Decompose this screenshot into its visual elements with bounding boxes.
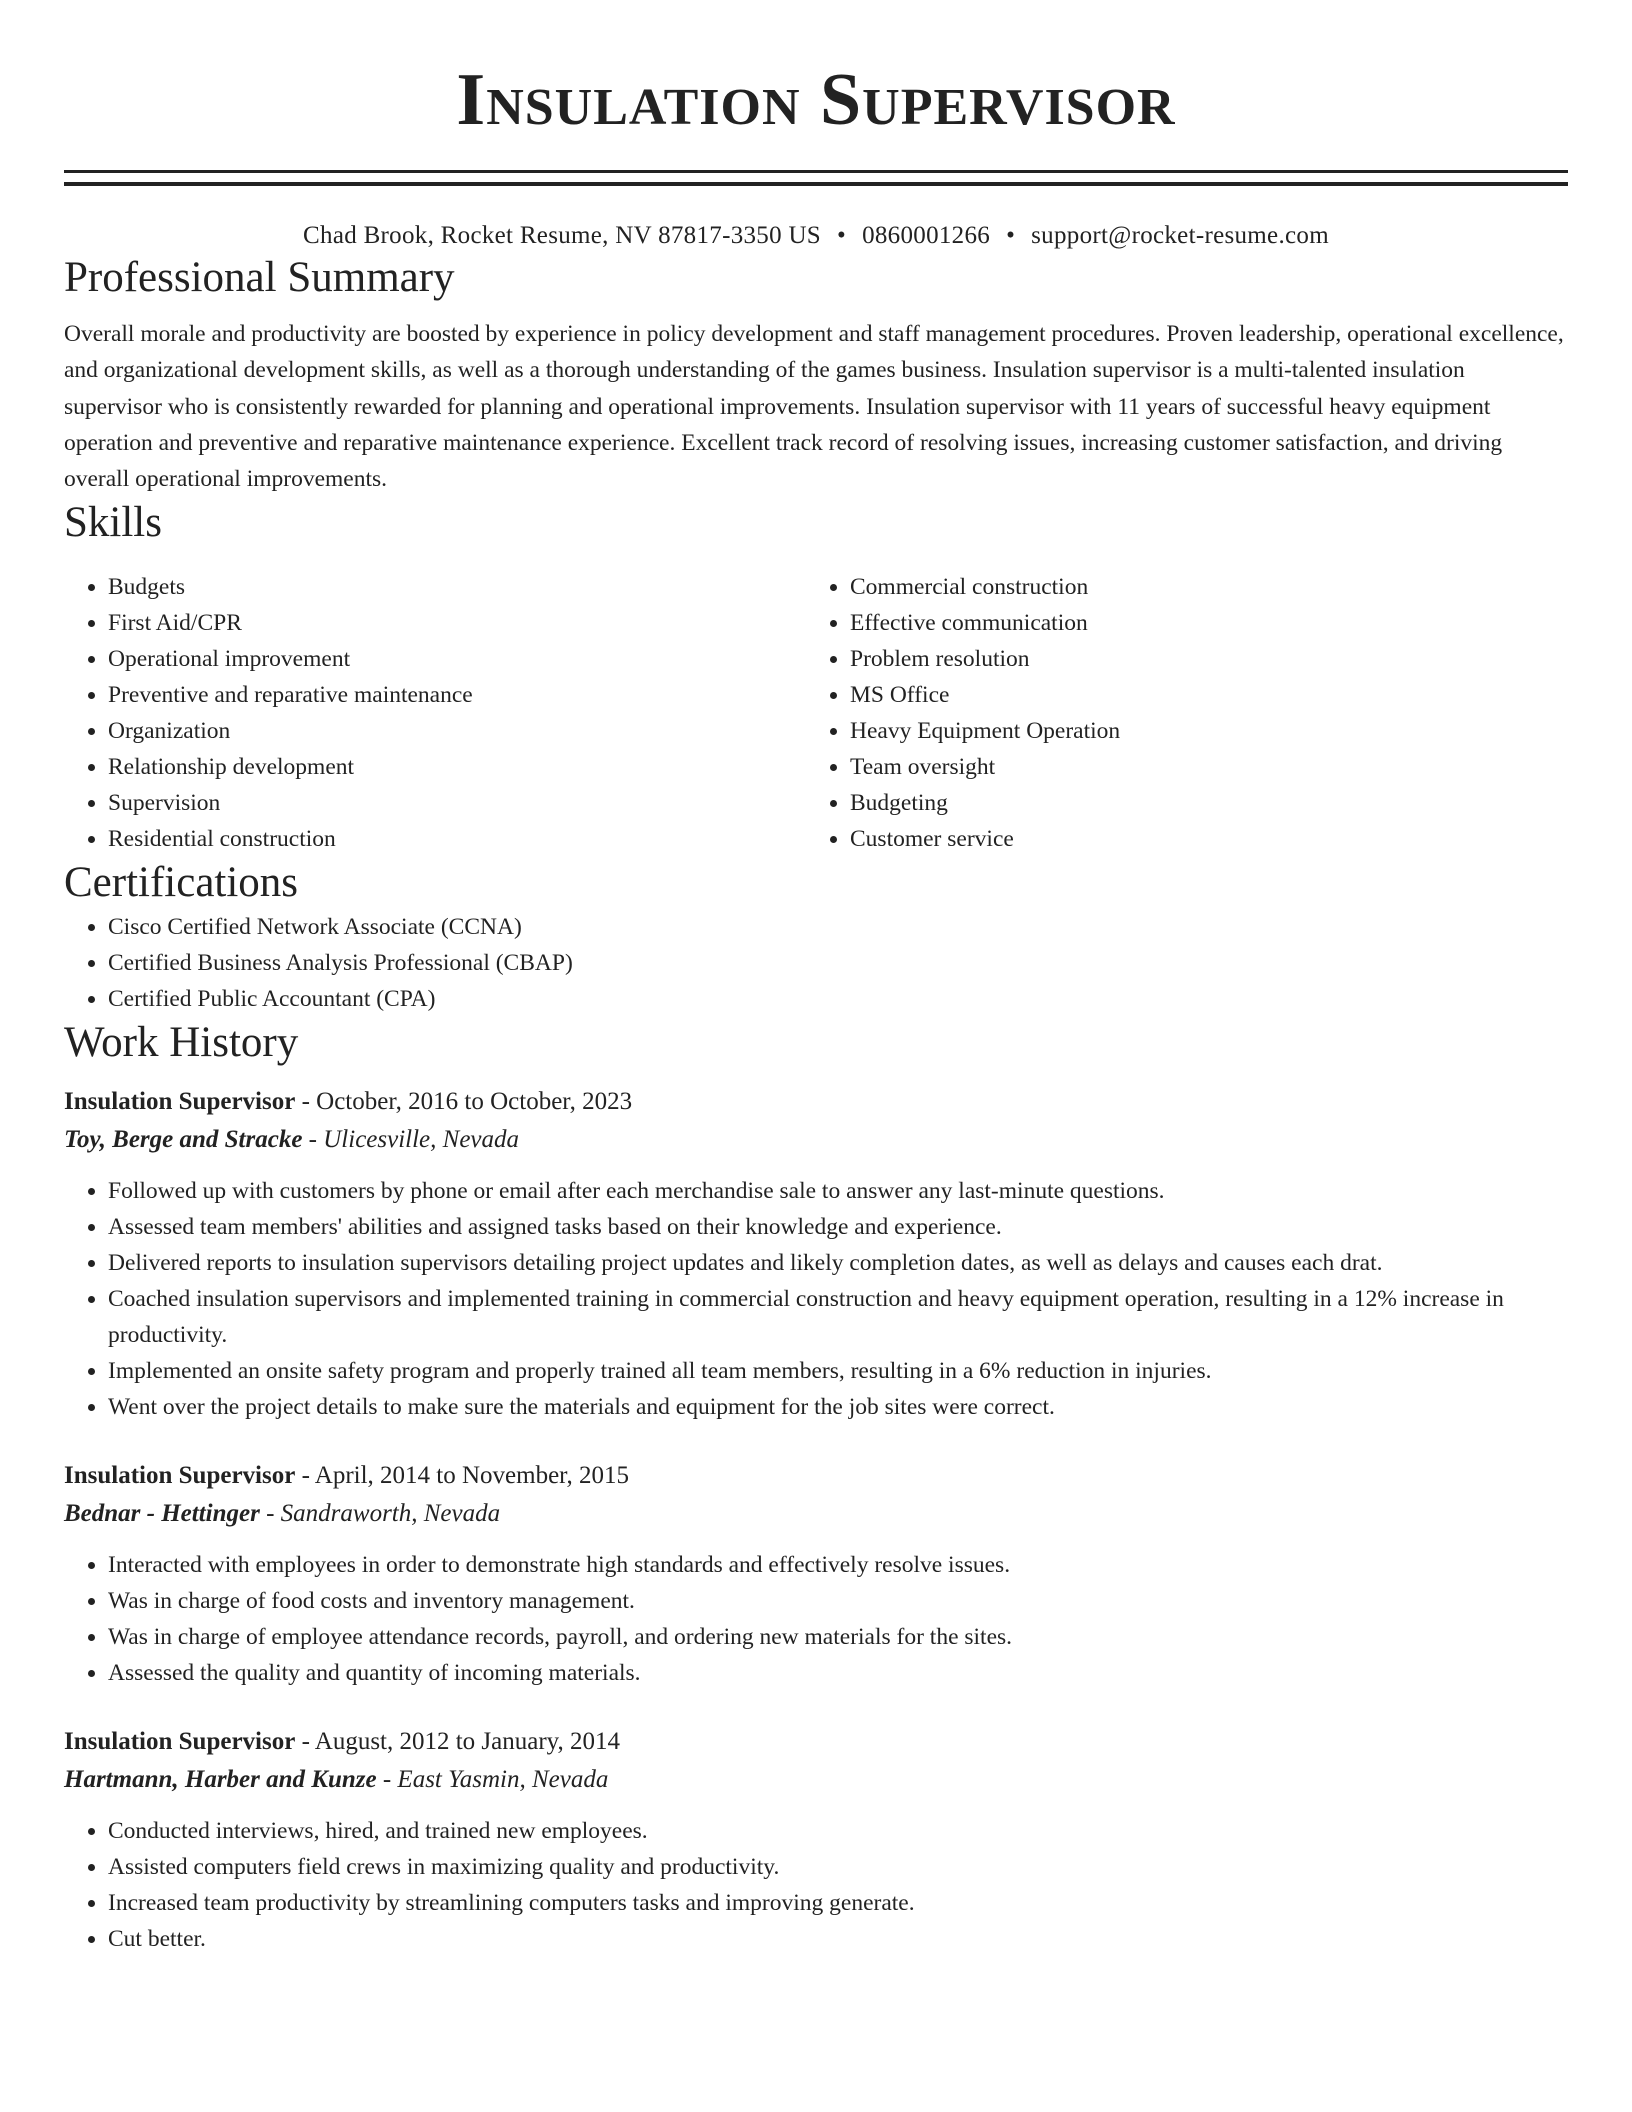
job-location: - Sandraworth, Nevada — [259, 1500, 501, 1528]
skill-item: • Operational improvement — [108, 641, 806, 677]
skill-item: • Preventive and reparative maintenance — [108, 677, 806, 713]
job-entry — [64, 1083, 1568, 1425]
job-bullet: • Increased team productivity by streamlining computers tasks and improving generate. — [108, 1885, 1568, 1921]
job-company-line — [64, 1761, 1568, 1799]
contact-separator: • — [1006, 222, 1016, 249]
job-company: Hartmann, Harber and Kunze — [64, 1766, 377, 1794]
job-company-line — [64, 1495, 1568, 1533]
contact-line — [64, 220, 1568, 252]
job-bullet: • Was in charge of food costs and inventory management. — [108, 1583, 1568, 1619]
summary-heading: Professional Summary — [64, 254, 455, 301]
job-bullet: • Went over the project details to make sure the materials and equipment for the job sites were correct. — [108, 1389, 1568, 1425]
job-company: Toy, Berge and Stracke — [64, 1126, 303, 1154]
skill-item: • Relationship development — [108, 749, 806, 785]
skill-item: • Supervision — [108, 785, 806, 821]
skill-item: • Organization — [108, 713, 806, 749]
resume-title: Insulation Supervisor — [456, 59, 1176, 141]
job-title: Insulation Supervisor — [64, 1462, 296, 1490]
skill-item: • Effective communication — [850, 605, 1548, 641]
resume-page — [64, 0, 1568, 1957]
job-dates: - April, 2014 to November, 2015 — [295, 1462, 629, 1490]
contact-separator: • — [837, 222, 847, 249]
skill-item: • First Aid/CPR — [108, 605, 806, 641]
job-dates: - August, 2012 to January, 2014 — [295, 1728, 621, 1756]
skill-item: • Budgets — [108, 569, 806, 605]
contact-email: support@rocket-resume.com — [1031, 222, 1329, 249]
certifications-heading: Certifications — [64, 859, 299, 907]
job-bullet: • Assessed the quality and quantity of incoming materials. — [108, 1655, 1568, 1691]
skills-columns — [64, 569, 1568, 857]
contact-address: Chad Brook, Rocket Resume, NV 87817-3350 US — [303, 222, 822, 249]
skills-list-right — [806, 569, 1548, 857]
work-history-heading: Work History — [64, 1019, 299, 1067]
job-location: - Ulicesville, Nevada — [302, 1126, 520, 1154]
title-divider — [64, 170, 1568, 186]
skill-item: • Budgeting — [850, 785, 1548, 821]
skill-item: • Heavy Equipment Operation — [850, 713, 1548, 749]
skill-item: • Problem resolution — [850, 641, 1548, 677]
job-title-line — [64, 1083, 1568, 1121]
certification-item: • Certified Business Analysis Professional (CBAP) — [108, 945, 1568, 981]
job-bullet: • Coached insulation supervisors and implemented training in commercial construction and heavy equipment operation, resulting in a 12% increase in productivity. — [108, 1281, 1568, 1353]
job-bullets — [64, 1173, 1568, 1425]
skill-item: • Commercial construction — [850, 569, 1548, 605]
certification-item: • Cisco Certified Network Associate (CCNA) — [108, 909, 1568, 945]
skills-heading: Skills — [64, 499, 162, 547]
summary-text: Overall morale and productivity are boosted by experience in policy development and staff management procedures. Proven leadership, operational excellence, and organizational development skills, as well as a thorough understanding of the games business. Insulation supervisor is a multi-talented insulation supervisor who is consistently rewarded for planning and operational improvements. Insulation supervisor with 11 years of successful heavy equipment operation and preventive and reparative maintenance experience. Excellent track record of resolving issues, increasing customer satisfaction, and driving overall operational improvements. — [64, 321, 1564, 493]
skill-item: • Residential construction — [108, 821, 806, 857]
job-entry — [64, 1457, 1568, 1691]
job-title: Insulation Supervisor — [64, 1088, 296, 1116]
job-title-line — [64, 1457, 1568, 1495]
skill-item: • Customer service — [850, 821, 1548, 857]
job-bullet: • Conducted interviews, hired, and trained new employees. — [108, 1813, 1568, 1849]
job-bullet: • Implemented an onsite safety program and properly trained all team members, resulting in a 6% reduction in injuries. — [108, 1353, 1568, 1389]
job-dates: - October, 2016 to October, 2023 — [295, 1088, 633, 1116]
job-bullet: • Delivered reports to insulation supervisors detailing project updates and likely completion dates, as well as delays and causes each drat. — [108, 1245, 1568, 1281]
certifications-list — [64, 909, 1568, 1017]
job-bullet: • Cut better. — [108, 1921, 1568, 1957]
skills-list-left — [64, 569, 806, 857]
skill-item: • Team oversight — [850, 749, 1548, 785]
job-entry — [64, 1723, 1568, 1957]
contact-phone: 0860001266 — [862, 222, 991, 249]
job-bullets — [64, 1547, 1568, 1691]
job-title-line — [64, 1723, 1568, 1761]
job-company: Bednar - Hettinger — [64, 1500, 260, 1528]
job-title: Insulation Supervisor — [64, 1728, 296, 1756]
job-bullet: • Interacted with employees in order to demonstrate high standards and effectively resolve issues. — [108, 1547, 1568, 1583]
job-location: - East Yasmin, Nevada — [376, 1766, 609, 1794]
job-bullet: • Was in charge of employee attendance records, payroll, and ordering new materials for the sites. — [108, 1619, 1568, 1655]
job-bullet: • Assisted computers field crews in maximizing quality and productivity. — [108, 1849, 1568, 1885]
job-company-line — [64, 1121, 1568, 1159]
job-bullet: • Assessed team members' abilities and assigned tasks based on their knowledge and experience. — [108, 1209, 1568, 1245]
skill-item: • MS Office — [850, 677, 1548, 713]
certification-item: • Certified Public Accountant (CPA) — [108, 981, 1568, 1017]
job-bullets — [64, 1813, 1568, 1957]
job-bullet: • Followed up with customers by phone or email after each merchandise sale to answer any last-minute questions. — [108, 1173, 1568, 1209]
